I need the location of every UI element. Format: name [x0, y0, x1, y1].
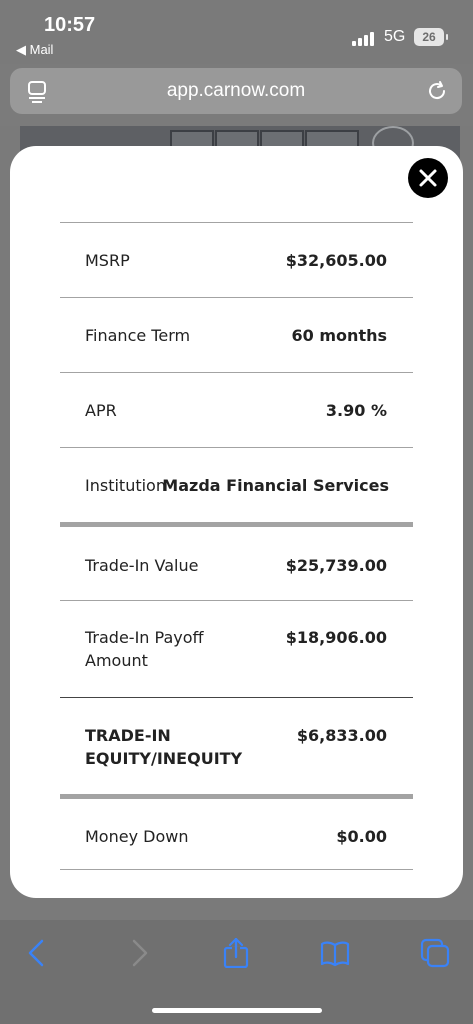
row-label-line: TRADE-IN [85, 726, 171, 745]
row-value: 3.90 % [325, 401, 387, 420]
share-icon[interactable] [221, 938, 251, 968]
row-label: Trade-In Value [85, 556, 199, 575]
row-label: Institution [85, 476, 166, 495]
row-value: 60 months [291, 326, 387, 345]
row-value: $6,833.00 [296, 726, 387, 745]
row-label-line: Trade-In Payoff [85, 628, 204, 647]
row-label [85, 724, 242, 770]
row-label: MSRP [85, 251, 130, 270]
row-value: Mazda Financial Services [162, 476, 389, 495]
home-indicator [152, 1008, 322, 1013]
row-value: $32,605.00 [285, 251, 387, 270]
row-value: $25,739.00 [285, 556, 387, 575]
battery-icon: 26 [414, 28, 444, 46]
row-msrp [60, 222, 413, 297]
divider [60, 869, 413, 870]
row-money-down [60, 794, 413, 872]
url-text[interactable]: app.carnow.com [166, 80, 306, 101]
row-value: $0.00 [336, 827, 387, 846]
battery-tip [446, 34, 448, 40]
row-institution [60, 447, 413, 522]
finance-rows [60, 222, 413, 872]
row-trade-in-payoff [60, 600, 413, 697]
network-type: 5G [384, 28, 406, 45]
status-bar [0, 0, 473, 64]
row-trade-in-value [60, 522, 413, 600]
reload-icon[interactable] [426, 80, 448, 102]
chevron-left-icon[interactable] [22, 938, 52, 968]
status-time: 10:57 [44, 14, 96, 36]
row-label: Money Down [85, 827, 189, 846]
close-icon [418, 168, 438, 188]
row-finance-term [60, 297, 413, 372]
row-label: Finance Term [85, 326, 191, 345]
row-label: APR [85, 401, 117, 420]
back-to-app-link[interactable]: ◀ Mail [16, 42, 54, 57]
chevron-right-icon[interactable] [124, 938, 154, 968]
address-bar[interactable] [10, 68, 462, 114]
finance-details-modal [10, 146, 463, 898]
close-button[interactable] [408, 158, 448, 198]
row-label-line: Amount [85, 651, 148, 670]
book-icon[interactable] [320, 938, 350, 968]
row-value: $18,906.00 [285, 628, 387, 647]
row-trade-in-equity [60, 697, 413, 794]
row-apr [60, 372, 413, 447]
row-label-line: EQUITY/INEQUITY [85, 749, 243, 768]
row-label [85, 626, 204, 672]
signal-icon [352, 30, 380, 46]
tabs-overview-icon[interactable] [420, 938, 450, 968]
